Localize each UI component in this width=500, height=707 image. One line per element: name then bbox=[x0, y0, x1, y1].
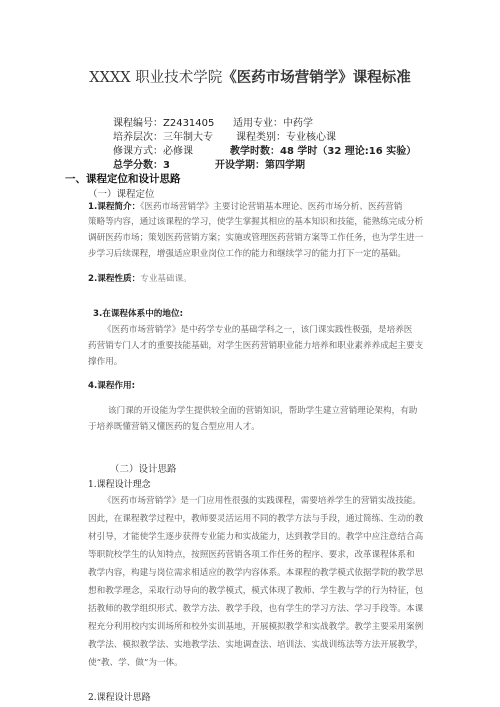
document-title bbox=[0, 66, 500, 87]
design-concept-heading: 1.课程设计理念 bbox=[88, 480, 151, 490]
item-nature bbox=[88, 272, 192, 284]
meta-course-code: 课程编号：Z2431405 bbox=[113, 118, 215, 129]
item-nature-label: 2.课程性质： bbox=[88, 274, 141, 284]
design-concept-line-5: 教学内容，构建与岗位需求相适应的教学内容体系。本课程的教学模式依据学院的教学思 bbox=[88, 568, 424, 578]
meta-semester bbox=[215, 156, 305, 171]
meta-mode: 修课方式：必修课 bbox=[113, 146, 193, 157]
meta-level: 培养层次：三年制大专 bbox=[113, 132, 213, 143]
item-status-line-2: 药营销专门人才的重要技能基础，对学生医药营销职业能力培养和职业素养养成起主要支 bbox=[88, 341, 424, 351]
title-school: XXXX 职业技术学院 bbox=[89, 70, 223, 86]
meta-category: 课程类别：专业核心课 bbox=[236, 132, 336, 143]
title-course: 《医药市场营销学》课程标准 bbox=[222, 69, 411, 86]
design-concept-line-7: 括教师的教学组织形式、教学方法、教学手段，也有学生的学习方法、学习手段等。本课 bbox=[88, 604, 424, 614]
design-concept-line-6: 想和教学理念，采取行动导向的教学模式，模式体现了教师、学生教与学的行为特征，包 bbox=[88, 586, 424, 596]
meta-hours-text: 教学时数：48 学时（32 理论:16 实验） bbox=[230, 146, 417, 157]
meta-semester-text: 开设学期：第四学期 bbox=[215, 160, 305, 171]
subsection-design: （二）设计思路 bbox=[110, 464, 177, 475]
item-status-line-1: 《医药市场营销学》是中药学专业的基础学科之一，该门课实践性极强，是培养医 bbox=[103, 325, 413, 335]
design-concept-line-4: 等职院校学生的认知特点，按照医药营销各项工作任务的程序、要求，改革课程体系和 bbox=[88, 550, 415, 560]
design-concept-line-8: 程充分利用校内实训场所和校外实训基地，开展模拟教学和实战教学。教学主要采用案例 bbox=[88, 622, 424, 632]
item-role-label: 4.课程作用: bbox=[88, 381, 136, 391]
meta-major: 适用专业：中药学 bbox=[233, 118, 313, 129]
subsection-positioning: （一）课程定位 bbox=[88, 189, 155, 200]
meta-credits bbox=[113, 156, 170, 171]
design-approach-heading: 2.课程设计思路 bbox=[88, 693, 151, 703]
design-concept-line-9: 教学法、模拟教学法、实地教学法、实地调查法、培训法、实战训练法等方法开展教学， bbox=[88, 640, 424, 650]
item-intro bbox=[88, 199, 402, 215]
item-intro-label: 1.课程简介： bbox=[88, 202, 141, 212]
item-intro-line-4: 步学习后续课程，增强适应职业岗位工作的能力和继续学习的能力打下一定的基础。 bbox=[88, 249, 406, 259]
item-intro-line-3: 调研医药市场；策划医药营销方案；实施或管理医药营销方案等工作任务，也为学生进一 bbox=[88, 233, 424, 243]
design-concept-line-1: 《医药市场营销学》是一门应用性很强的实践课程，需要培养学生的营销实战技能。 bbox=[103, 496, 421, 506]
item-role-line-1: 该门课的开设能为学生提供较全面的营销知识，帮助学生建立营销理论架构，有助 bbox=[108, 406, 418, 416]
meta-hours bbox=[230, 142, 416, 157]
item-intro-line-1: 《医药市场营销学》主要讨论营销基本理论、医药市场分析、医药营销 bbox=[140, 202, 403, 212]
section-heading: 一、课程定位和设计思路 bbox=[65, 173, 181, 185]
item-status-label: 3.在课程体系中的地位: bbox=[93, 309, 184, 319]
meta-credits-text: 总学分数：3 bbox=[113, 160, 170, 171]
design-concept-line-10: 使“教、学、做”为一体。 bbox=[88, 658, 183, 668]
design-concept-line-3: 材引导，才能使学生逐步获得专业能力和实战能力，达到教学目的。教学中应注意结合高 bbox=[88, 532, 424, 542]
item-role-line-2: 于培养既懂营销又懂医药的复合型应用人才。 bbox=[88, 422, 260, 432]
item-status-line-3: 撑作用。 bbox=[88, 357, 123, 367]
item-nature-text: 专业基础课。 bbox=[140, 274, 192, 284]
item-intro-line-2: 策略等内容，通过该课程的学习，使学生掌握其相应的基本知识和技能，能熟练完成分析 bbox=[88, 217, 424, 227]
design-concept-line-2: 因此，在课程教学过程中，教师要灵活运用不同的教学方法与手段，通过简练、生动的教 bbox=[88, 514, 424, 524]
